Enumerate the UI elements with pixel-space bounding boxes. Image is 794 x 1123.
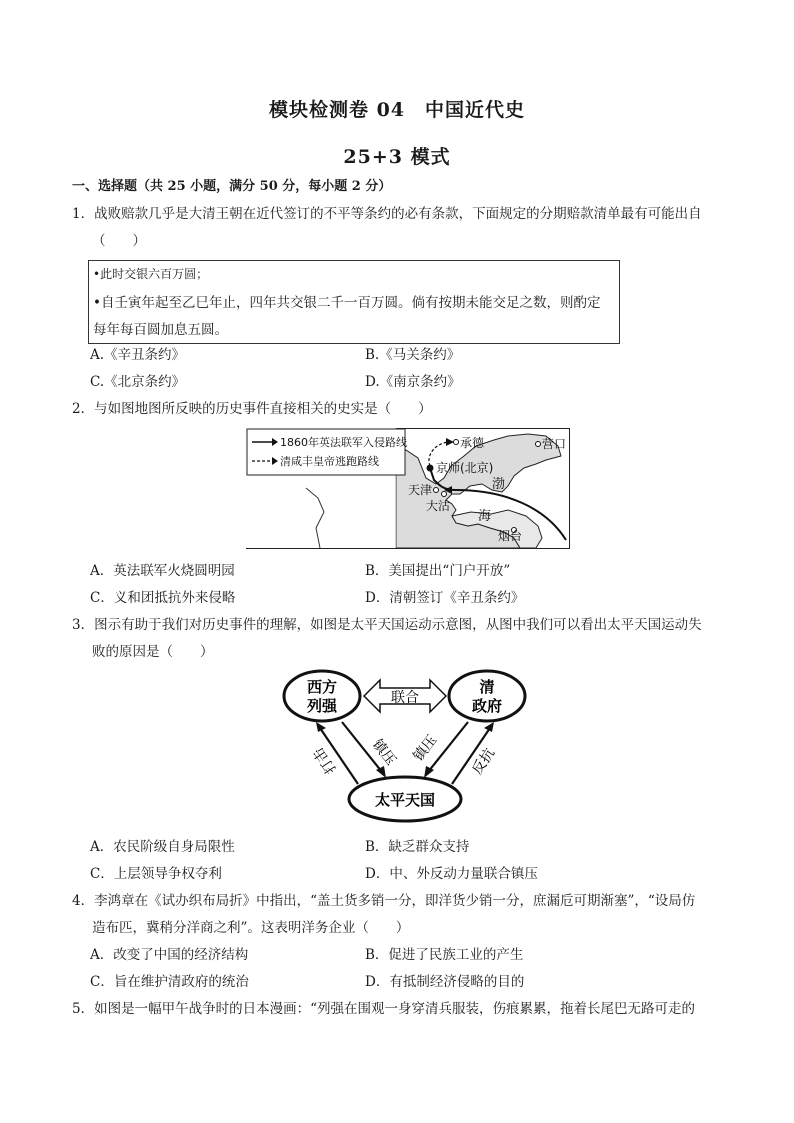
invasion-route-map: [246, 428, 570, 549]
tianjin-marker: [434, 488, 439, 493]
suppress-label-2: 镇压: [410, 732, 441, 765]
question-5-text: 5．如图是一幅甲午战争时的日本漫画：“列强在围观一身穿清兵服装，伤痕累累，拖着长尾巴无路可走的: [72, 1001, 695, 1017]
section-heading: 一、选择题（共 25 小题，满分 50 分，每小题 2 分）: [72, 179, 392, 194]
q4-option-b[interactable]: B．促进了民族工业的产生: [365, 947, 524, 963]
question-2-text: 2．与如图地图所反映的历史事件直接相关的史实是（ ）: [72, 401, 432, 417]
q3-option-b[interactable]: B．缺乏群众支持: [365, 839, 470, 855]
page-subtitle: 25+3 模式: [343, 146, 451, 168]
qing-line1: 清: [479, 678, 495, 696]
question-3-text-cont: 败的原因是（ ）: [92, 644, 214, 660]
question-4-text: 4．李鸿章在《试办织布局折》中指出，“盖土货多销一分，即洋货少销一分，庶漏卮可期渐塞”，“设局仿: [72, 893, 696, 909]
west-line2: 列强: [306, 697, 338, 715]
beijing-marker: [427, 465, 434, 472]
q2-option-c[interactable]: C．义和团抵抗外来侵略: [90, 590, 236, 606]
q2-option-a[interactable]: A．英法联军火烧圆明园: [90, 563, 235, 579]
quote-line-1: •此时交银六百万圆；: [93, 267, 209, 281]
west-line1: 西方: [306, 678, 338, 696]
suppress-label-1: 镇压: [368, 736, 399, 769]
label-dagu: 大沽: [426, 499, 451, 513]
question-1-quote-box: [88, 260, 620, 344]
quote-line-2: •自壬寅年起至乙巳年止，四年共交银二千一百万圆。倘有按期未能交足之数，则酌定: [93, 295, 601, 311]
legend-invasion-label: 1860年英法联军入侵路线: [280, 436, 407, 449]
label-tianjin: 天津: [408, 483, 433, 497]
unite-label: 联合: [391, 690, 419, 706]
chengde-marker: [454, 440, 459, 445]
q4-option-a[interactable]: A．改变了中国的经济结构: [90, 947, 249, 963]
q1-option-b[interactable]: B.《马关条约》: [365, 347, 461, 363]
question-1-text: 1．战败赔款几乎是大清王朝在近代签订的不平等条约的必有条款，下面规定的分期赔款清单最有可能出自: [72, 206, 702, 222]
label-jingshi: 京师(北京): [436, 461, 494, 475]
question-3-text: 3．图示有助于我们对历史事件的理解，如图是太平天国运动示意图，从图中我们可以看出太平天国运动失: [72, 617, 702, 633]
taiping-label: 太平天国: [374, 791, 436, 809]
taiping-diagram: [280, 666, 530, 826]
resist-label: 反抗: [469, 745, 499, 778]
question-1-paren: （ ）: [92, 233, 146, 249]
label-yantai: 烟台: [498, 529, 523, 543]
page-title: 模块检测卷 04 中国近代史: [268, 99, 526, 121]
legend-escape-label: 清咸丰皇帝逃跑路线: [280, 455, 379, 468]
question-4-text-cont: 造布匹，冀稍分洋商之利”。这表明洋务企业（ ）: [92, 920, 410, 936]
label-hai: 海: [478, 509, 492, 524]
label-yingkou: 营口: [542, 437, 567, 451]
q1-option-a[interactable]: A.《辛丑条约》: [90, 347, 186, 363]
yingkou-marker: [536, 442, 541, 447]
strike-label: 打击: [310, 744, 340, 777]
label-chengde: 承德: [460, 436, 485, 450]
q3-option-c[interactable]: C．上层领导争权夺利: [90, 866, 222, 882]
q3-option-a[interactable]: A．农民阶级自身局限性: [90, 839, 235, 855]
qing-line2: 政府: [471, 697, 503, 715]
q4-option-c[interactable]: C．旨在维护清政府的统治: [90, 974, 249, 990]
dagu-marker: [442, 492, 447, 497]
quote-line-3: 每年每百圆加息五圆。: [93, 322, 228, 338]
q2-option-d[interactable]: D．清朝签订《辛丑条约》: [365, 590, 525, 606]
q1-option-c[interactable]: C.《北京条约》: [90, 374, 186, 390]
q4-option-d[interactable]: D．有抵制经济侵略的目的: [365, 974, 525, 990]
q2-option-b[interactable]: B．美国提出“门户开放”: [365, 563, 511, 579]
q3-option-d[interactable]: D．中、外反动力量联合镇压: [365, 866, 538, 882]
label-bo: 渤: [492, 477, 506, 492]
q1-option-d[interactable]: D.《南京条约》: [365, 374, 461, 390]
